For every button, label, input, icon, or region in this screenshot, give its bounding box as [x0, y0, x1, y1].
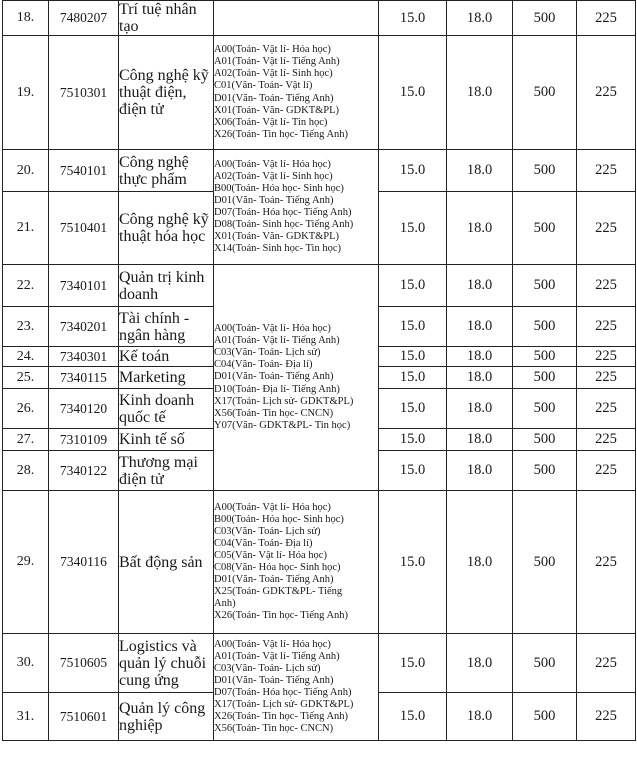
subject-group: X17(Toán- Lịch sử- GDKT&PL) [214, 699, 354, 711]
row-number: 20. [3, 150, 49, 192]
major-name: Kế toán [119, 347, 214, 367]
target: 225 [577, 693, 636, 741]
subject-group: A00(Toán- Vật lí- Hóa học) [214, 638, 331, 650]
subject-group: A02(Toán- Vật lí- Sinh học) [214, 170, 333, 182]
floor-score: 18.0 [447, 1, 513, 36]
row-number: 23. [3, 307, 49, 347]
subject-group: B00(Toán- Hóa học- Sinh học) [214, 182, 344, 194]
floor-score: 18.0 [447, 265, 513, 307]
floor-score: 18.0 [447, 150, 513, 192]
subject-group: C01(Văn- Toán- Vật lí) [214, 80, 313, 92]
major-code: 7340122 [49, 451, 119, 491]
subject-group: D07(Toán- Hóa học- Tiếng Anh) [214, 207, 352, 218]
min-score: 15.0 [379, 451, 447, 491]
subject-group: X25(Toán- GDKT&PL- Tiếng Anh) [214, 586, 343, 610]
target: 225 [577, 429, 636, 451]
row-number: 26. [3, 389, 49, 429]
target: 225 [577, 634, 636, 693]
subject-group: X56(Toán- Tin học- CNCN) [214, 723, 334, 735]
subject-group: X17(Toán- Lịch sử- GDKT&PL) [214, 395, 354, 407]
quota: 500 [513, 1, 577, 36]
floor-score: 18.0 [447, 347, 513, 367]
table-row [3, 634, 636, 693]
floor-score: 18.0 [447, 36, 513, 150]
min-score: 15.0 [379, 192, 447, 265]
subject-groups-cell [214, 36, 379, 150]
subject-group: C03(Văn- Toán- Lịch sử) [214, 347, 321, 359]
min-score: 15.0 [379, 347, 447, 367]
target: 225 [577, 265, 636, 307]
subject-group: C03(Văn- Toán- Lịch sử) [214, 525, 321, 537]
row-number: 29. [3, 491, 49, 634]
quota: 500 [513, 150, 577, 192]
subject-group: D08(Toán- Sinh học- Tiếng Anh) [214, 219, 354, 231]
major-code: 7510301 [49, 36, 119, 150]
subject-group: D01(Văn- Toán- Tiếng Anh) [214, 674, 334, 686]
min-score: 15.0 [379, 491, 447, 634]
target: 225 [577, 192, 636, 265]
major-code: 7340201 [49, 307, 119, 347]
floor-score: 18.0 [447, 693, 513, 741]
subject-group: A00(Toán- Vật lí- Hóa học) [214, 158, 331, 170]
subject-group: X01(Toán- Văn- GDKT&PL) [214, 104, 340, 116]
major-code: 7340115 [49, 367, 119, 389]
quota: 500 [513, 265, 577, 307]
floor-score: 18.0 [447, 307, 513, 347]
major-code: 7340301 [49, 347, 119, 367]
major-name: Quản trị kinh doanh [119, 265, 214, 307]
row-number: 30. [3, 634, 49, 693]
major-code: 7510601 [49, 693, 119, 741]
major-code: 7340101 [49, 265, 119, 307]
major-name: Logistics và quản lý chuỗi cung ứng [119, 634, 214, 693]
min-score: 15.0 [379, 36, 447, 150]
subject-group: A00(Toán- Vật lí- Hóa học) [214, 323, 331, 335]
subject-group: A01(Toán- Vật lí- Tiếng Anh) [214, 335, 340, 347]
min-score: 15.0 [379, 307, 447, 347]
min-score: 15.0 [379, 150, 447, 192]
major-name: Kinh doanh quốc tế [119, 389, 214, 429]
floor-score: 18.0 [447, 451, 513, 491]
row-number: 28. [3, 451, 49, 491]
quota: 500 [513, 693, 577, 741]
subject-group: D10(Toán- Địa lí- Tiếng Anh) [214, 383, 340, 395]
table-row [3, 1, 636, 36]
floor-score: 18.0 [447, 491, 513, 634]
subject-groups-cell [214, 491, 379, 634]
major-code: 7480207 [49, 1, 119, 36]
quota: 500 [513, 634, 577, 693]
subject-groups-cell [214, 150, 379, 265]
major-code: 7510401 [49, 192, 119, 265]
quota: 500 [513, 36, 577, 150]
major-code: 7310109 [49, 429, 119, 451]
floor-score: 18.0 [447, 634, 513, 693]
quota: 500 [513, 491, 577, 634]
subject-group: X06(Toán- Vật lí- Tin học) [214, 116, 328, 128]
subject-group: C04(Văn- Toán- Địa lí) [214, 359, 313, 371]
major-code: 7340120 [49, 389, 119, 429]
target: 225 [577, 367, 636, 389]
floor-score: 18.0 [447, 367, 513, 389]
major-name: Trí tuệ nhân tạo [119, 1, 214, 36]
subject-group: A00(Toán- Vật lí- Hóa học) [214, 44, 331, 56]
min-score: 15.0 [379, 265, 447, 307]
admissions-table [2, 0, 636, 741]
quota: 500 [513, 192, 577, 265]
major-name: Tài chính - ngân hàng [119, 307, 214, 347]
major-name: Marketing [119, 367, 214, 389]
table-row [3, 150, 636, 192]
subject-group: A01(Toán- Vật lí- Tiếng Anh) [214, 56, 340, 68]
subject-group: X14(Toán- Sinh học- Tin học) [214, 243, 342, 255]
major-name: Kinh tế số [119, 429, 214, 451]
subject-group: X56(Toán- Tin học- CNCN) [214, 407, 334, 419]
major-name: Thương mại điện tử [119, 451, 214, 491]
major-name: Công nghệ kỹ thuật hóa học [119, 192, 214, 265]
subject-group: X26(Toán- Tin học- Tiếng Anh) [214, 711, 349, 723]
quota: 500 [513, 429, 577, 451]
row-number: 31. [3, 693, 49, 741]
min-score: 15.0 [379, 1, 447, 36]
target: 225 [577, 307, 636, 347]
subject-group: D01(Văn- Toán- Tiếng Anh) [214, 574, 334, 586]
quota: 500 [513, 347, 577, 367]
quota: 500 [513, 307, 577, 347]
target: 225 [577, 1, 636, 36]
subject-group: Y07(Văn- GDKT&PL- Tin học) [214, 419, 351, 431]
subject-group: D01(Văn- Toán- Tiếng Anh) [214, 194, 334, 206]
min-score: 15.0 [379, 389, 447, 429]
row-number: 25. [3, 367, 49, 389]
subject-group: A00(Toán- Vật lí- Hóa học) [214, 501, 331, 513]
quota: 500 [513, 389, 577, 429]
subject-groups-cell [214, 1, 379, 36]
min-score: 15.0 [379, 429, 447, 451]
subject-group: C04(Văn- Toán- Địa lí) [214, 537, 313, 549]
row-number: 21. [3, 192, 49, 265]
min-score: 15.0 [379, 693, 447, 741]
subject-group: X26(Toán- Tin học- Tiếng Anh) [214, 610, 349, 622]
target: 225 [577, 36, 636, 150]
major-name: Quản lý công nghiệp [119, 693, 214, 741]
floor-score: 18.0 [447, 429, 513, 451]
row-number: 22. [3, 265, 49, 307]
subject-groups-cell [214, 265, 379, 491]
subject-group: D01(Văn- Toán- Tiếng Anh) [214, 371, 334, 383]
major-code: 7340116 [49, 491, 119, 634]
subject-groups-cell [214, 634, 379, 741]
target: 225 [577, 389, 636, 429]
row-number: 24. [3, 347, 49, 367]
row-number: 18. [3, 1, 49, 36]
major-code: 7510605 [49, 634, 119, 693]
min-score: 15.0 [379, 367, 447, 389]
subject-group: D07(Toán- Hóa học- Tiếng Anh) [214, 687, 352, 698]
subject-group: X26(Toán- Tin học- Tiếng Anh) [214, 128, 349, 140]
subject-group: B00(Toán- Hóa học- Sinh học) [214, 513, 344, 525]
subject-group: X01(Toán- Văn- GDKT&PL) [214, 231, 340, 243]
table-row [3, 491, 636, 634]
major-name: Công nghệ thực phẩm [119, 150, 214, 192]
subject-group: D01(Văn- Toán- Tiếng Anh) [214, 92, 334, 104]
subject-group: C05(Văn- Vật lí- Hóa học) [214, 549, 327, 561]
floor-score: 18.0 [447, 389, 513, 429]
target: 225 [577, 451, 636, 491]
major-name: Công nghệ kỹ thuật điện, điện tử [119, 36, 214, 150]
row-number: 19. [3, 36, 49, 150]
subject-group: A02(Toán- Vật lí- Sinh học) [214, 68, 333, 80]
table-row [3, 36, 636, 150]
table-row [3, 265, 636, 307]
target: 225 [577, 347, 636, 367]
target: 225 [577, 150, 636, 192]
subject-group: C08(Văn- Hóa học- Sinh học) [214, 562, 341, 573]
subject-group: C03(Văn- Toán- Lịch sử) [214, 662, 321, 674]
min-score: 15.0 [379, 634, 447, 693]
subject-group: A01(Toán- Vật lí- Tiếng Anh) [214, 650, 340, 662]
quota: 500 [513, 367, 577, 389]
major-code: 7540101 [49, 150, 119, 192]
floor-score: 18.0 [447, 192, 513, 265]
row-number: 27. [3, 429, 49, 451]
quota: 500 [513, 451, 577, 491]
target: 225 [577, 491, 636, 634]
major-name: Bất động sản [119, 491, 214, 634]
